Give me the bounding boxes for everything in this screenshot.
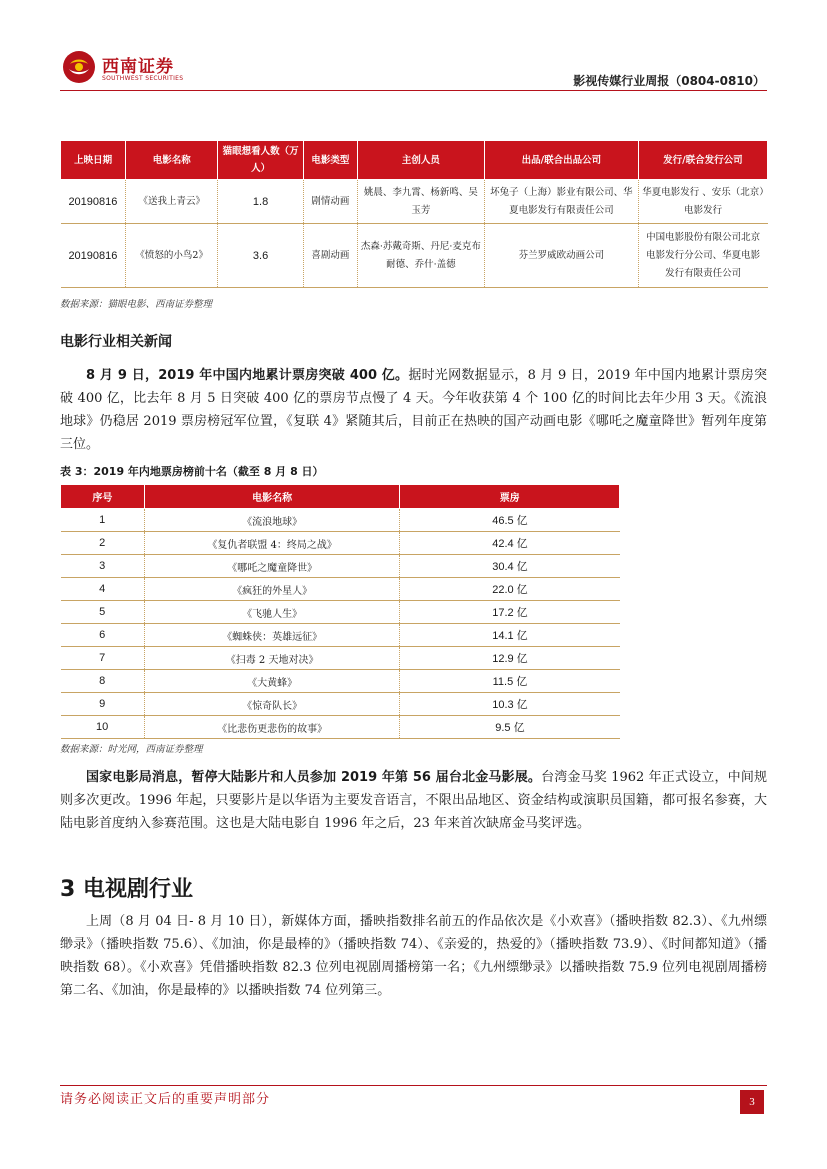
table-row [61,224,768,288]
box-office-top10-table [60,484,620,739]
rank: 9 [61,693,145,716]
news-paragraph [60,364,767,456]
box-office: 30.4 亿 [400,555,620,578]
col-header: 发行/联合发行公司 [638,141,767,180]
col-header: 猫眼想看人数（万人） [218,141,304,180]
logo-subtext: SOUTHWEST SECURITIES [102,75,184,82]
table-row [61,716,620,739]
box-office: 46.5 亿 [400,509,620,532]
table-row [61,647,620,670]
cast: 杰森·苏戴奇斯、丹尼·麦克布耐德、乔什·盖德 [357,224,484,288]
table3-source: 数据来源：时光网，西南证券整理 [60,744,203,755]
distributor: 华夏电影发行 、安乐（北京）电影发行 [638,180,767,224]
film-genre: 剧情动画 [304,180,358,224]
producer: 坏兔子（上海）影业有限公司、华夏电影发行有限责任公司 [485,180,639,224]
distributor: 中国电影股份有限公司北京电影发行分公司、华夏电影发行有限责任公司 [638,224,767,288]
news-body: 据时光网数据显示，8 月 9 日，2019 年中国内地累计票房突破 400 亿，比去年 8 月 5 日突破 400 亿的票房节点慢了 4 天。今年收获第 4 个 100 亿的时间比去年少用 3 天。《流浪地球》仍稳居 2019 票房榜冠军位置，《复联 4》紧随其后，目前正在热映的国产动画电影《哪吒之魔童降世》暂列年度第三位。 [60,368,767,452]
news-lead: 8 月 9 日，2019 年中国内地累计票房突破 400 亿。 [86,368,409,383]
film-title: 《送我上青云》 [126,180,218,224]
box-office: 9.5 亿 [400,716,620,739]
rank: 3 [61,555,145,578]
table-row [61,578,620,601]
producer: 芬兰罗威欧动画公司 [485,224,639,288]
rank: 4 [61,578,145,601]
news2-lead: 国家电影局消息，暂停大陆影片和人员参加 2019 年第 56 届台北金马影展。 [86,770,542,785]
film-title: 《惊奇队长》 [144,693,400,716]
logo-icon [62,50,96,84]
upcoming-films-table [60,140,768,288]
table-header-row [61,485,620,509]
box-office: 42.4 亿 [400,532,620,555]
box-office: 14.1 亿 [400,624,620,647]
box-office: 10.3 亿 [400,693,620,716]
col-header: 上映日期 [61,141,126,180]
rank: 7 [61,647,145,670]
footer-divider [60,1085,767,1086]
col-header: 电影类型 [304,141,358,180]
film-genre: 喜剧动画 [304,224,358,288]
box-office: 22.0 亿 [400,578,620,601]
rank: 6 [61,624,145,647]
table-row [61,555,620,578]
film-title: 《飞驰人生》 [144,601,400,624]
col-header: 电影名称 [144,485,400,509]
col-header: 出品/联合出品公司 [485,141,639,180]
table-row [61,532,620,555]
release-date: 20190816 [61,180,126,224]
rank: 1 [61,509,145,532]
film-title: 《扫毒 2 天地对决》 [144,647,400,670]
want-to-see-count: 3.6 [218,224,304,288]
film-title: 《哪吒之魔童降世》 [144,555,400,578]
col-header: 主创人员 [357,141,484,180]
box-office: 11.5 亿 [400,670,620,693]
header-divider [60,90,767,91]
rank: 2 [61,532,145,555]
report-title: 影视传媒行业周报（0804-0810） [573,74,765,88]
release-date: 20190816 [61,224,126,288]
section3-paragraph: 上周（8 月 04 日- 8 月 10 日），新媒体方面，播映指数排名前五的作品依次是《小欢喜》（播映指数 82.3）、《九州缥缈录》（播映指数 75.6）、《加油，你是最棒的》（播映指数 74）、《亲爱的，热爱的》（播映指数 73.9）、《时间都知道》（播映指数 68）。《小欢喜》凭借播映指数 82.3 位列电视剧周播榜第一名；《九州缥缈录》以播映指数 75.9 位列电视剧周播榜第二名、《加油，你是最棒的》以播映指数 74 位列第三。 [60,914,767,998]
table-row [61,693,620,716]
table-row [61,624,620,647]
table-row [61,670,620,693]
news2-paragraph [60,766,767,835]
cast: 姚晨、李九霄、杨新鸣、吴玉芳 [357,180,484,224]
rank: 5 [61,601,145,624]
disclaimer-text: 请务必阅读正文后的重要声明部分 [60,1092,271,1107]
box-office: 12.9 亿 [400,647,620,670]
page-number: 3 [740,1090,764,1114]
news-heading: 电影行业相关新闻 [60,334,172,350]
section-title: 3 电视剧行业 [60,877,193,902]
rank: 8 [61,670,145,693]
film-title: 《愤怒的小鸟2》 [126,224,218,288]
film-title: 《复仇者联盟 4：终局之战》 [144,532,400,555]
film-title: 《流浪地球》 [144,509,400,532]
film-title: 《大黄蜂》 [144,670,400,693]
table-row [61,509,620,532]
table-header-row [61,141,768,180]
col-header: 电影名称 [126,141,218,180]
rank: 10 [61,716,145,739]
film-title: 《疯狂的外星人》 [144,578,400,601]
film-title: 《蜘蛛侠：英雄远征》 [144,624,400,647]
table3-caption: 表 3：2019 年内地票房榜前十名（截至 8 月 8 日） [60,465,324,478]
col-header: 序号 [61,485,145,509]
logo-text: 西南证券 [102,57,174,77]
table1-source: 数据来源：猫眼电影、西南证券整理 [60,299,213,310]
table-row [61,180,768,224]
want-to-see-count: 1.8 [218,180,304,224]
box-office: 17.2 亿 [400,601,620,624]
table-row [61,601,620,624]
film-title: 《比悲伤更悲伤的故事》 [144,716,400,739]
col-header: 票房 [400,485,620,509]
news2-body: 台湾金马奖 1962 年正式设立，中间规则多次更改。1996 年起，只要影片是以华语为主要发音语言，不限出品地区、资金结构或演职员国籍，都可报名参赛，大陆电影首度纳入参赛范围。这也是大陆电影自 1996 年之后，23 年来首次缺席金马奖评选。 [60,770,767,831]
